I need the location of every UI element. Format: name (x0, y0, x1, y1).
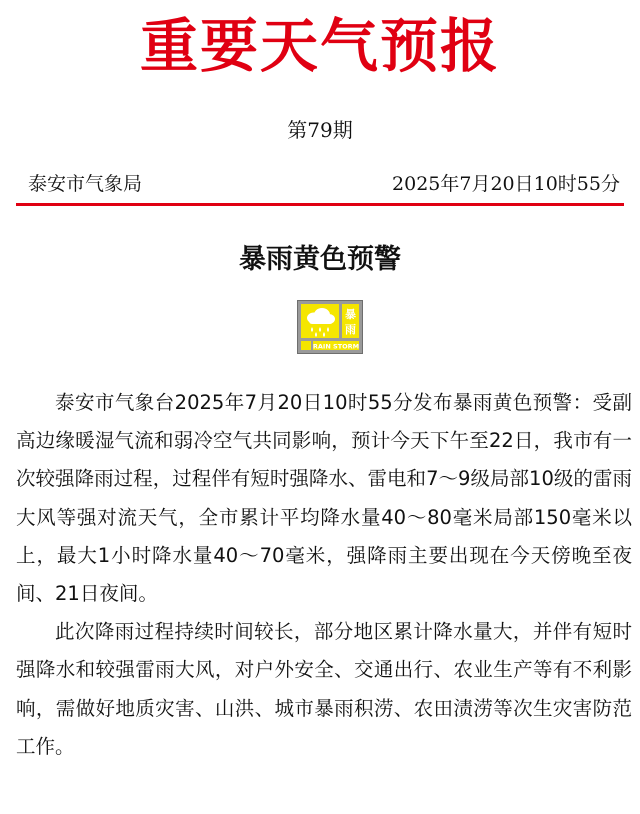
header-divider (16, 203, 624, 206)
warning-title: 暴雨黄色预警 (239, 244, 401, 275)
issue-number: 第79期 (287, 118, 353, 142)
bulletin-body (16, 384, 632, 766)
issue-datetime: 2025年7月20日10时55分 (392, 173, 620, 195)
body-paragraph-1: 泰安市气象台2025年7月20日10时55分发布暴雨黄色预警：受副高边缘暖湿气流和弱冷空气共同影响，预计今天下午至22日，我市有一次较强降雨过程，过程伴有短时强降水、雷电和7～9级局部10级的雷雨大风等强对流天气，全市累计平均降水量40～80毫米局部150毫米以上，最大1小时降水量40～70毫米，强降雨主要出现在今天傍晚至夜间、21日夜间。 (16, 391, 632, 606)
rainstorm-yellow-warning-sign-icon (297, 300, 363, 354)
issuer-name: 泰安市气象局 (28, 173, 143, 195)
bulletin-headline: 重要天气预报 (139, 12, 500, 80)
sign-label-cn-2: 雨 (345, 323, 356, 336)
sign-label-en: RAIN STORM (312, 342, 360, 351)
sign-label-cn-1: 暴 (345, 308, 356, 321)
body-paragraph-2: 此次降雨过程持续时间较长，部分地区累计降水量大，并伴有短时强降水和较强雷雨大风，对户外安全、交通出行、农业生产等有不利影响，需做好地质灾害、山洪、城市暴雨积涝、农田渍涝等次生灾害防范工作。 (16, 620, 632, 758)
